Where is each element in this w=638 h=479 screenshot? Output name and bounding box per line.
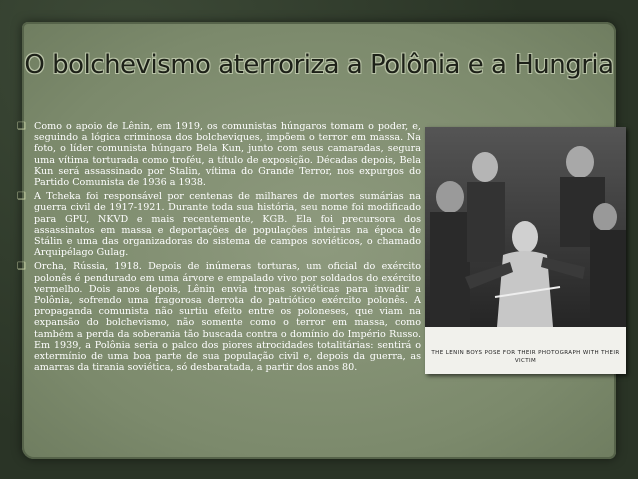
bullet-list (14, 121, 421, 376)
slide-title: O bolchevismo aterroriza a Polônia e a Hungria (24, 50, 614, 80)
bullet-item (14, 121, 421, 188)
bullet-text: Orcha, Rússia, 1918. Depois de inúmeras torturas, um oficial do exército polonês é pendurado em uma árvore e empalado vivo por soldados do exército vermelho. Dois anos depois, Lênin envia tropas soviéticas para invadir a Polônia, sofrendo uma fragorosa derrota do patriótico exército polonês. A propaganda comunista não surtiu efeito entre os poloneses, que viam na expansão do bolchevismo, não somente como o terror em massa, como também a perda da soberania tão buscada contra o domínio do Império Russo. Em 1939, a Polônia seria o palco dos piores atrocidades totalitárias: sentirá o extermínio de uma boa parte de sua população civil e, depois da guerra, as amarras da tirania soviética, só desbaratada, a partir dos anos 80. (34, 261, 421, 374)
photo-caption: THE LENIN BOYS POSE FOR THEIR PHOTOGRAPH WITH THEIR VICTIM (425, 327, 626, 374)
bullet-item (14, 261, 421, 373)
bullet-text: Como o apoio de Lênin, em 1919, os comunistas húngaros tomam o poder, e, seguindo a lógica criminosa dos bolcheviques, impõem o terror em massa. Na foto, o líder comunista húngaro Bela Kun, junto com seus camaradas, segura uma vítima torturada como troféu, a título de exposição. Décadas depois, Bela Kun será assassinado por Stalin, vítima do Grande Terror, nos expurgos do Partido Comunista de 1936 a 1938. (34, 121, 421, 189)
bullet-text: A Tcheka foi responsável por centenas de milhares de mortes sumárias na guerra civil de 1917-1921. Durante toda sua história, seu nome foi modificado para GPU, NKVD e mais recentemente, KGB. Ela foi precursora dos assassinatos em massa e deportações de populações inteiras na época de Stálin e uma das organizadoras do sistema de campos soviéticos, o chamado Arquipélago Gulag. (34, 191, 421, 259)
bullet-icon: ❑ (17, 261, 26, 273)
bullet-icon: ❑ (17, 191, 26, 203)
bullet-icon: ❑ (17, 121, 26, 132)
bullet-item (14, 191, 421, 258)
